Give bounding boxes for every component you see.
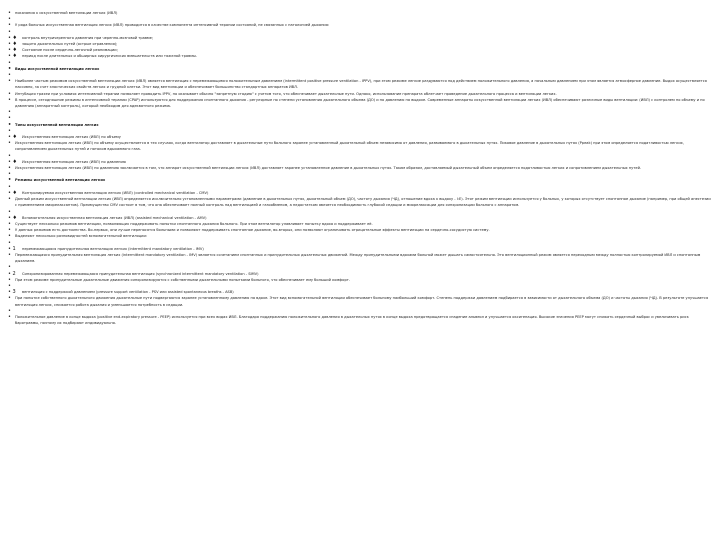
bullet-marker: • xyxy=(8,115,11,122)
bullet-marker: • ♦ xyxy=(8,214,18,221)
bullet-line xyxy=(8,22,712,28)
line-text: период после длительных и обширных хирургических вмешательств или тяжелой травмы. xyxy=(22,54,197,59)
line-text: Искусственная вентиляция легких (ИВЛ) по объему осуществляется в тех случаях, когда вентилятор доставляет в дыхательные пути больного заранее установленный дыхательный объем независимо от давления, развиваемого в дыхательных путях. Пиковое давление в дыхательных путях (Ppeak) при этом определяется податливостью легких, сопротивлением дыхательных путей и потоком вдыхаемого газа. xyxy=(15,141,684,152)
bullet-marker: • ♦ xyxy=(8,47,18,54)
bullet-line xyxy=(8,277,712,283)
bullet-marker: • xyxy=(8,307,11,314)
heading-text: Режимы искусственной вентиляции легких xyxy=(15,178,106,183)
bullet-line xyxy=(8,196,712,208)
sub-bullet-line xyxy=(8,53,712,59)
bullet-marker: • xyxy=(8,208,11,215)
line-text: Вспомогательная искусственная вентиляция легких (ИВЛ) (assisted mechanical ventilation - AMV) xyxy=(22,215,207,220)
line-text: Искусственная вентиляция легких (ИВЛ) по объему xyxy=(22,135,121,140)
line-text: Положительное давление в конце выдоха (positive end-expiratory pressure - PEEP) используется при всех видах ИВЛ. Благодаря поддержанию положительного давления в дыхательных путях в конце выдоха предотвращается спадение альвеол и улучшается оксигенация. Высокие значения PEEP могут снижать сердечный выброс и увеличивать риск баротравмы, поэтому их подбирают индивидуально. xyxy=(15,314,689,326)
bullet-marker: • xyxy=(8,10,11,16)
line-text: Состояние после сердечно-легочной реанимации; xyxy=(22,48,118,53)
bullet-marker: • xyxy=(8,220,11,227)
bullet-marker: • xyxy=(8,22,11,29)
line-text: Выделяют несколько разновидностей вспомогательной вентиляции: xyxy=(15,234,148,239)
line-text: При попытке собственного дыхательного движения дыхательные пути подвергаются заранее установленному давлению на вдохе. Этот вид вспомогательной вентиляции обеспечивает больному наибольший комфорт. Степень поддержки давлением подбирается в зависимости от дыхательного объема (ДО) и частоты дыхания (ЧД). В результате улучшается вентиляция легких, снижается работа дыхания и уменьшается потребность в седации. xyxy=(15,296,709,307)
bullet-marker: • xyxy=(8,276,11,283)
line-text: У ряда больных искусственная вентиляция легких (ИВЛ) проводится в качестве компонента интенсивной терапии состояний, не связанных с патологией дыхания: xyxy=(15,23,330,28)
bullet-line xyxy=(8,165,712,171)
line-text: контроль внутричерепного давления при черепно-мозговой травме; xyxy=(22,35,154,40)
line-text: Данный режим искусственной вентиляции легких (ИВЛ) определяется исключительно установленными параметрами (давление в дыхательных путях, дыхательный объем (ДО), частоту дыхания (ЧД), отношение вдоха к выдоху - I:E). Этот режим вентиляции используется у больных, у которых отсутствует спонтанное дыхание (например, при общей анестезии с применением миорелаксантов). Преимущество CMV состоит в том, что она обеспечивает полный контроль над вентиляцией и газообменом, а недостатком является необходимость глубокой седации и миорелаксации для синхронизации больного с аппаратом. xyxy=(15,197,711,208)
bullet-line xyxy=(8,97,712,109)
bullet-marker: • xyxy=(8,121,12,128)
bullet-marker: • xyxy=(8,127,11,134)
line-text: Контролируемая искусственная вентиляция легких (ИВЛ) (controlled mechanical ventilation - CMV) xyxy=(22,190,209,195)
bullet-marker: • 1 xyxy=(8,245,16,252)
bullet-marker: • xyxy=(8,196,11,203)
line-text: защита дыхательных путей (острые отравления); xyxy=(22,42,118,47)
bullet-marker: • xyxy=(8,140,11,147)
bullet-marker: • xyxy=(8,227,11,234)
bullet-line xyxy=(8,10,712,16)
bullet-marker: • xyxy=(8,233,11,240)
bullet-marker: • xyxy=(8,264,11,271)
bullet-marker: • xyxy=(8,282,11,289)
bullet-marker: • xyxy=(8,165,11,172)
line-text: Перемежающаяся принудительная вентиляция легких (intermittent mandatory ventilation - IMV) является сочетанием спонтанных и принудительных дыхательных движений. Между принудительными вдохами больной может дышать самостоятельно. Это вентиляционный режим является переходным между полностью контролируемой ИВЛ и спонтанным дыханием. xyxy=(15,252,701,264)
bullet-marker: • xyxy=(8,96,11,103)
line-text: перемежающаяся принудительная вентиляция легких (intermittent mandatory ventilation - IMV) xyxy=(22,246,204,251)
bullet-marker: • xyxy=(8,90,11,97)
bullet-marker: • xyxy=(8,16,11,23)
bullet-marker: • xyxy=(8,109,11,116)
section-heading xyxy=(8,122,712,128)
line-text: Искусственная вентиляция легких (ИВЛ) по давлению xyxy=(22,159,126,164)
bullet-marker: • xyxy=(8,28,11,35)
section-heading xyxy=(8,66,712,72)
heading-text: Виды искусственной вентиляции легких xyxy=(15,66,100,71)
line-text: Интубация трахеи при условиях интенсивной терапии позволяет проводить IPPV, но оказывает обычно "запретную стадию" с учетом того, что обеспечивает дыхательные пути. Однако, использование препарата облегчает проведение дыхательного процесса и вентиляции легких. xyxy=(15,91,557,96)
bullet-marker: • xyxy=(8,239,11,246)
bullet-marker: • xyxy=(8,183,11,190)
bullet-line xyxy=(8,252,712,264)
bullet-line xyxy=(8,233,712,239)
line-text: У данных режимов есть достоинства. Во-первых, они лучше переносятся больными и позволяют поддерживать спонтанное дыхание, во-вторых, они позволяют ограничивать отрицательные эффекты вентиляции на сердечно-сосудистую систему. xyxy=(15,228,490,233)
bullet-marker: • xyxy=(8,295,11,302)
bullet-marker: • ♦ xyxy=(8,53,18,60)
section-heading xyxy=(8,177,712,183)
bullet-line xyxy=(8,314,712,326)
heading-text: Типы искусственной вентиляции легких xyxy=(15,122,99,127)
bullet-marker: • xyxy=(8,78,11,85)
line-text: вентиляция с поддержкой давлением (pressure support ventilation - PSV или assisted spontaneous breaths - ASB) xyxy=(22,290,234,295)
bullet-marker: • 2 xyxy=(8,270,16,277)
bullet-marker: • xyxy=(8,72,11,79)
line-text: Существует несколько режимов вентиляции, позволяющих поддерживать попытки спонтанного дыхания больного. При этом вентилятор улавливает попытку вдоха и поддерживает её. xyxy=(15,221,373,226)
bullet-line xyxy=(8,295,712,307)
bullet-marker: • xyxy=(8,177,12,184)
line-text: Наиболее частым режимом искусственной вентиляции легких (ИВЛ) является вентиляция с перемежающимся положительным давлением (intermittent positive pressure ventilation - IPPV), при этом режиме легкие раздуваются под действием положительного давления, а начальным давлением при этом является атмосферное давление. Выдох осуществляется пассивно, за счет эластических свойств легких и грудной клетки. Этот вид вентиляции и обеспечивает большинство стандартных аппаратов ИВЛ. xyxy=(15,79,707,90)
bullet-marker: • ♦ xyxy=(8,189,18,196)
bullet-line xyxy=(8,140,712,152)
line-text: Искусственная вентиляция легких (ИВЛ) по давлению заключается в том, что аппарат искусственной вентиляции легких (ИВЛ) доставляет заранее установленное давление в дыхательных путях. Таким образом, доставляемый дыхательный объем определяется податливостью легких и сопротивлением дыхательных путей. xyxy=(15,166,642,171)
line-text: При этом режиме принудительные дыхательные движения синхронизируются с собственными дыхательными попытками больного, что обеспечивает ему больший комфорт. xyxy=(15,277,350,282)
bullet-marker: • ♦ xyxy=(8,158,18,165)
bullet-line xyxy=(8,78,712,90)
line-text: Синхронизированная перемежающаяся принудительная вентиляция (synchronized intermittent mandatory ventilation - SIMV) xyxy=(22,271,259,276)
bullet-marker: • 3 xyxy=(8,289,16,296)
bullet-marker: • ♦ xyxy=(8,134,18,141)
line-text: В процессе, сегодняшние режимы в интенсивной терапии (CPAP) используются для поддержания спонтанного дыхания - регулярные по степени установления дыхательного объема (ДО) и по давлению на выдохе. Современные аппараты искусственной вентиляции легких (ИВЛ) обеспечивают различные виды вентиляции: (ИВЛ) с контролем по объему и по давлению (аппаратный контроль), который необходим для адекватного режима. xyxy=(15,97,705,109)
bullet-marker: • ♦ xyxy=(8,41,18,48)
bullet-marker: • xyxy=(8,313,11,320)
bullet-marker: • xyxy=(8,59,11,66)
bullet-marker: • xyxy=(8,171,11,178)
bullet-marker: • xyxy=(8,65,12,72)
bullet-marker: • ♦ xyxy=(8,34,18,41)
line-text: показания к искусственной вентиляции легких (ИВЛ) xyxy=(15,11,118,15)
bullet-marker: • xyxy=(8,152,11,159)
bullet-marker: • xyxy=(8,251,11,258)
